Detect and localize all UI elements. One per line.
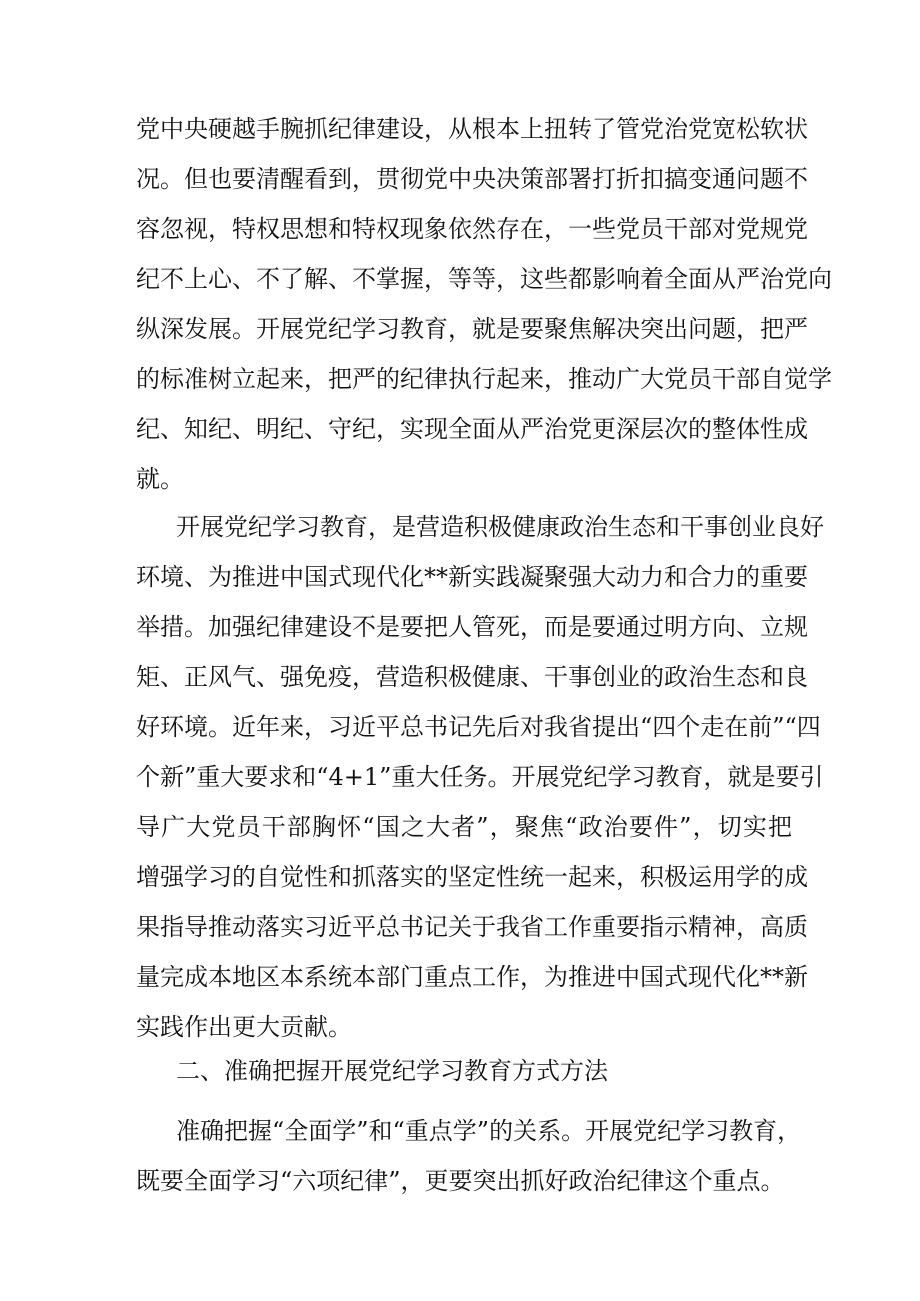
text-line: 容忽视，特权思想和特权现象依然存在，一些党员干部对党规党 [136, 215, 808, 243]
text-line: 举措。加强纪律建设不是要把人管死，而是要通过明方向、立规 [136, 613, 808, 641]
text-line: 增强学习的自觉性和抓落实的坚定性统一起来，积极运用学的成 [136, 863, 808, 891]
text-line: 量完成本地区本系统本部门重点工作，为推进中国式现代化**新 [136, 963, 808, 991]
text-line: 果指导推动落实习近平总书记关于我省工作重要指示精神，高质 [136, 913, 808, 941]
section-heading [136, 1046, 792, 1096]
text-line: 矩、正风气、强免疫，营造积极健康、干事创业的政治生态和良 [136, 663, 808, 691]
paragraph-1 [136, 104, 832, 504]
paragraph-2 [136, 502, 824, 1052]
text-line: 好环境。近年来，习近平总书记先后对我省提出“四个走在前”“四 [136, 713, 821, 741]
paragraph-4 [136, 1106, 802, 1206]
text-line: 实践作出更大贡献。 [136, 1013, 352, 1041]
text-line: 况。但也要清醒看到，贯彻党中央决策部署打折扣搞变通问题不 [136, 165, 808, 193]
heading-text: 二、准确把握开展党纪学习教育方式方法 [176, 1057, 608, 1085]
text-line: 纪不上心、不了解、不掌握，等等，这些都影响着全面从严治党向 [136, 265, 832, 293]
text-line: 既要全面学习“六项纪律”，更要突出抓好政治纪律这个重点。 [136, 1167, 785, 1195]
text-line: 导广大党员干部胸怀“国之大者”，聚焦“政治要件”，切实把 [136, 813, 792, 841]
text-line: 就。 [136, 465, 184, 493]
text-line: 个新”重大要求和“4+1”重大任务。开展党纪学习教育，就是要引 [136, 763, 824, 791]
text-line: 开展党纪学习教育，是营造积极健康政治生态和干事创业良好 [176, 513, 824, 541]
text-line: 纵深发展。开展党纪学习教育，就是要聚焦解决突出问题，把严 [136, 315, 808, 343]
text-line: 环境、为推进中国式现代化**新实践凝聚强大动力和合力的重要 [136, 563, 808, 591]
text-line: 纪、知纪、明纪、守纪，实现全面从严治党更深层次的整体性成 [136, 415, 808, 443]
text-line: 党中央硬越手腕抓纪律建设，从根本上扭转了管党治党宽松软状 [136, 115, 808, 143]
text-line: 准确把握“全面学”和“重点学”的关系。开展党纪学习教育， [176, 1117, 802, 1145]
text-line: 的标准树立起来，把严的纪律执行起来，推动广大党员干部自觉学 [136, 365, 832, 393]
